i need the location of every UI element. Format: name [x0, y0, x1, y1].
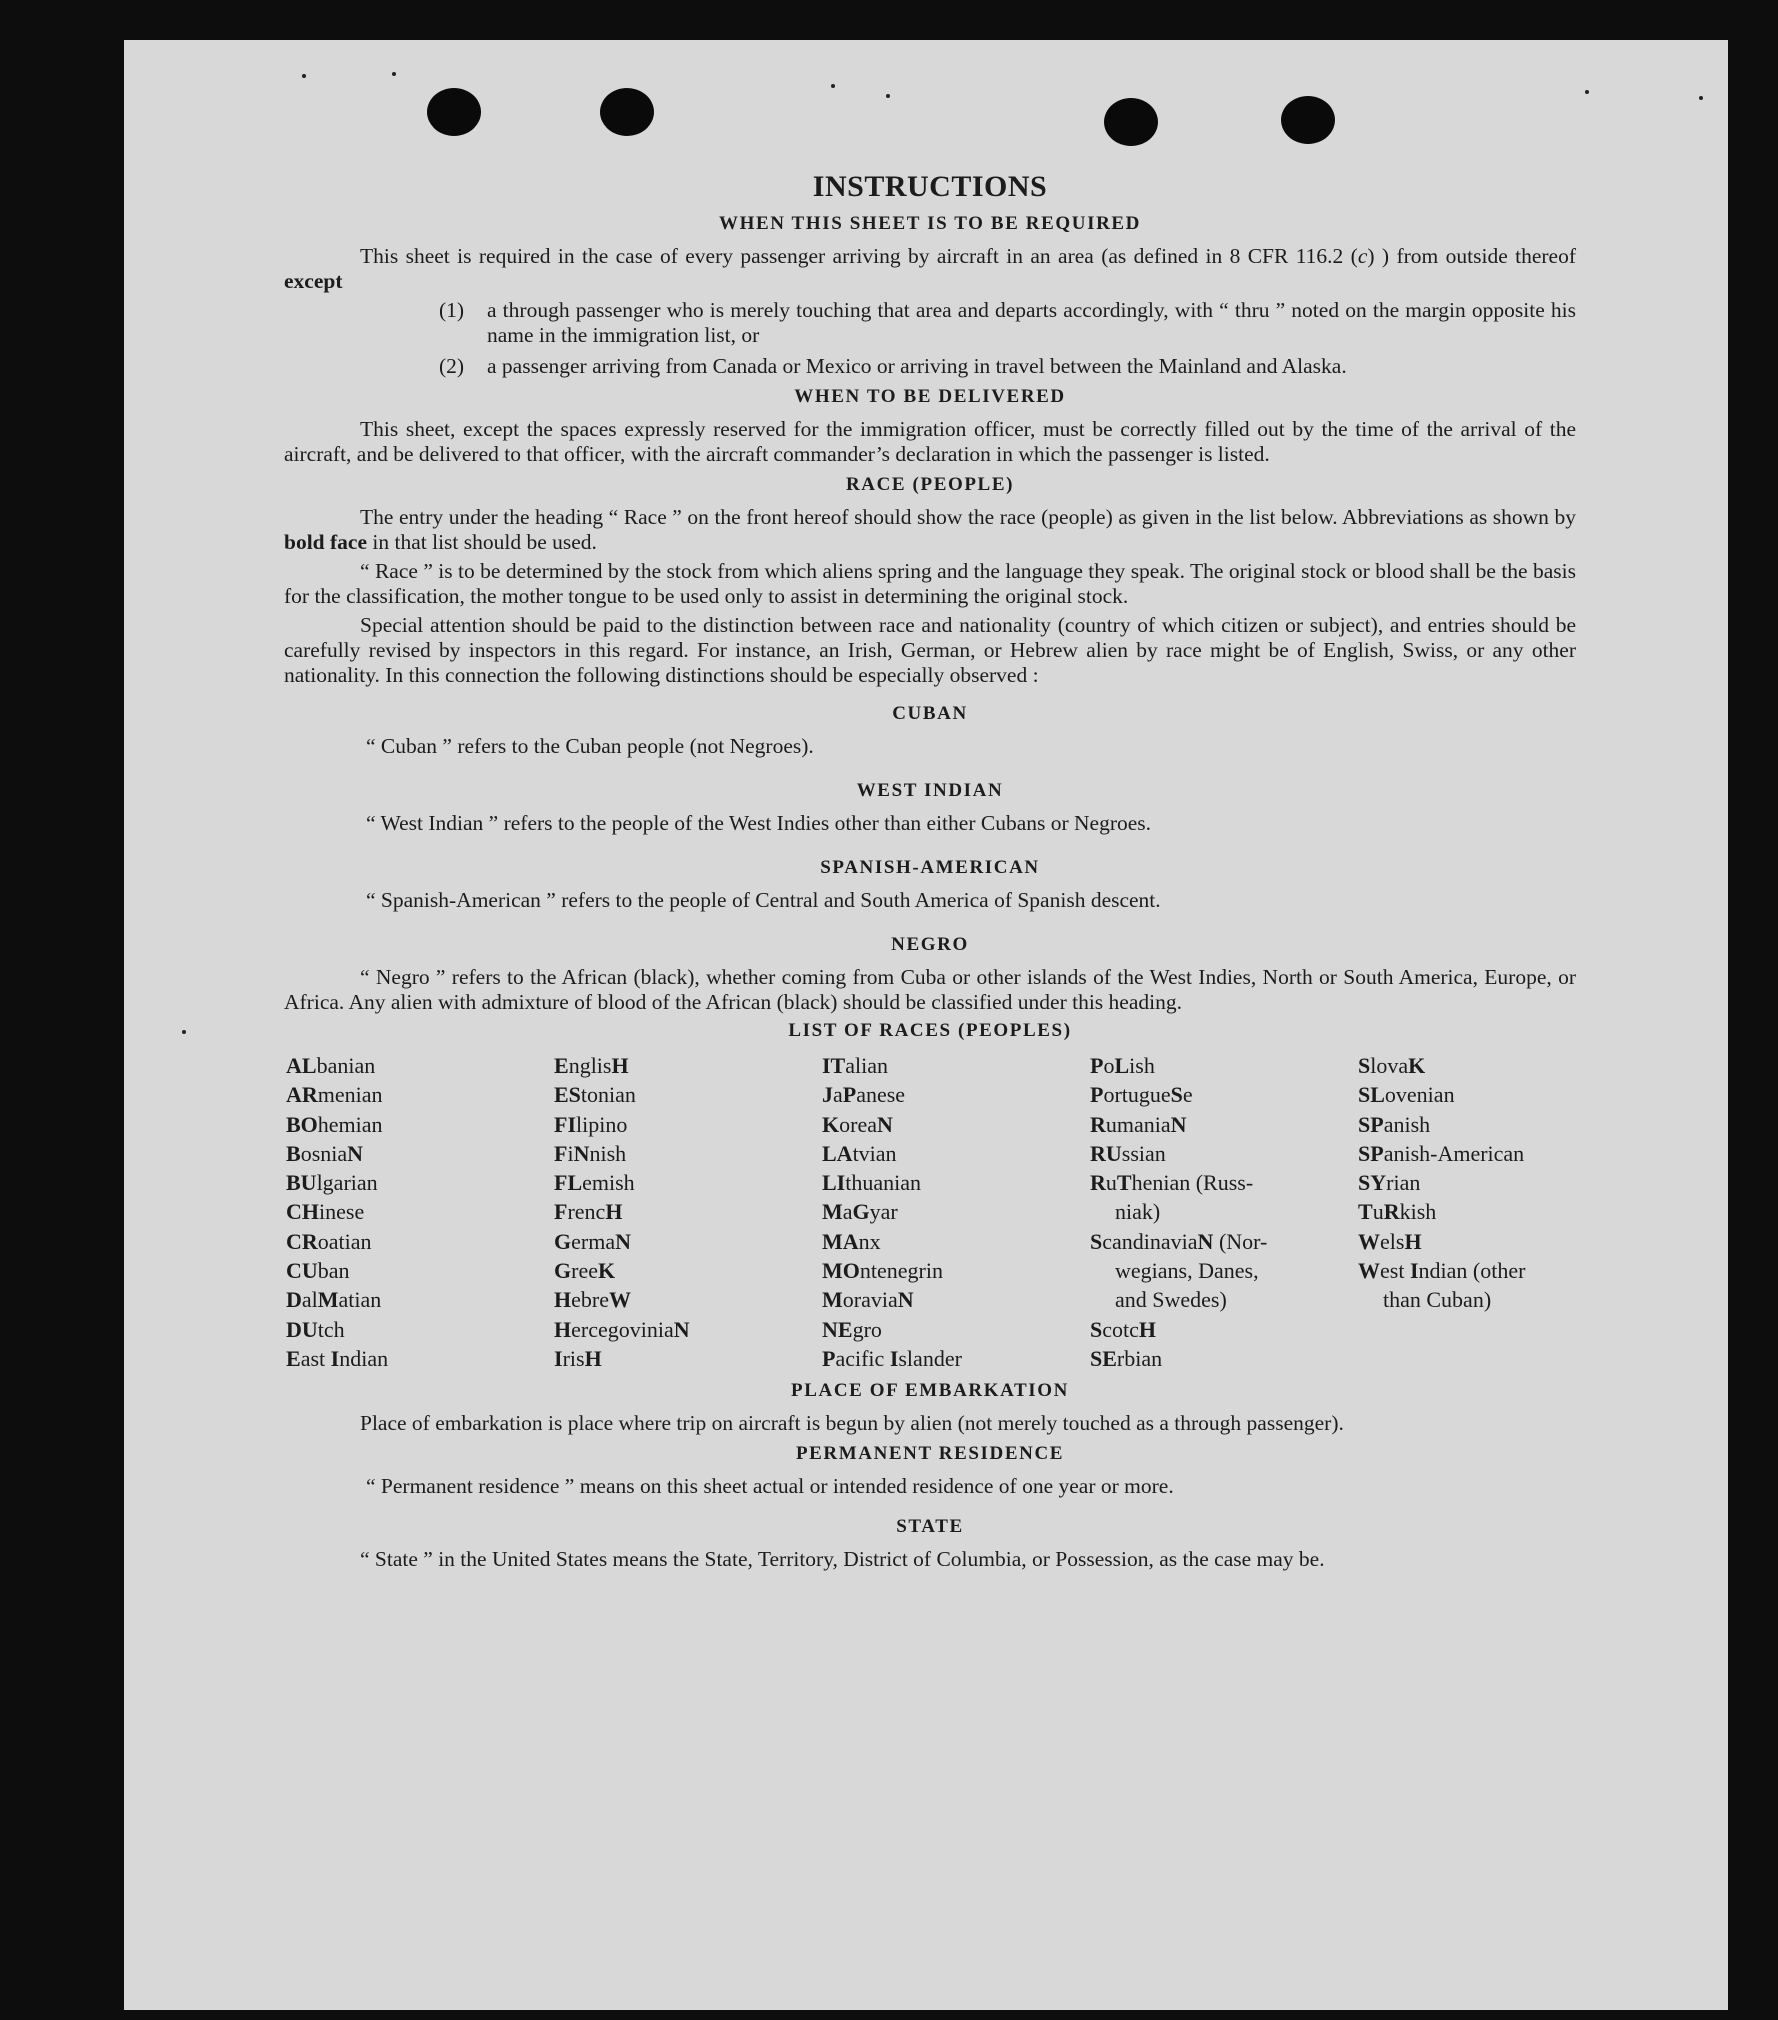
race-abbrev-part: FI	[554, 1111, 576, 1137]
race-abbrev-part: F	[554, 1199, 568, 1225]
race-abbrev-part: N	[1170, 1111, 1187, 1137]
race-entry	[1358, 1139, 1626, 1168]
race-entry	[822, 1139, 1090, 1168]
race-entry	[1090, 1110, 1358, 1139]
races-column	[554, 1051, 822, 1373]
race-abbrev-part: N	[673, 1316, 690, 1342]
race-abbrev-part: NE	[822, 1316, 853, 1342]
race-abbrev-part: H	[584, 1345, 602, 1371]
races-column	[1358, 1051, 1626, 1373]
section-heading-when-required: WHEN THIS SHEET IS TO BE REQUIRED	[718, 213, 1142, 234]
race-name-part: ish	[1129, 1053, 1155, 1078]
race-name-part: ndian	[339, 1345, 389, 1371]
race-name-part: ris	[562, 1345, 585, 1371]
race-name-part: oatian	[317, 1228, 372, 1254]
race-abbrev-part: IT	[822, 1053, 846, 1078]
races-column	[1090, 1051, 1358, 1373]
section-heading-residence: PERMANENT RESIDENCE	[795, 1443, 1065, 1465]
race-abbrev-part: P	[1090, 1053, 1104, 1078]
races-column	[822, 1051, 1090, 1373]
race-paragraph-2: “ Race ” is to be determined by the stock from which aliens spring and the language they speak. The original stock or blood shall be the basis for the classification, the mother tongue to be used only to assist in determining the original stock.	[284, 559, 1576, 608]
race-entry	[822, 1256, 1090, 1285]
race-name-part: thuanian	[845, 1170, 922, 1196]
race-abbrev-part: FL	[554, 1170, 583, 1196]
section-heading-race: RACE (PEOPLE)	[845, 474, 1015, 495]
race-name-part: oravia	[842, 1287, 898, 1313]
section-heading-state: STATE	[896, 1516, 964, 1538]
race-abbrev-part: J	[822, 1082, 833, 1108]
race-name-part: and Swedes)	[1115, 1287, 1227, 1313]
race-entry	[1358, 1227, 1626, 1256]
race-abbrev-part: CR	[286, 1228, 318, 1254]
race-abbrev-part: BU	[286, 1170, 317, 1196]
race-entry	[1358, 1285, 1626, 1314]
item-number: (2)	[439, 354, 465, 378]
race-entry	[1358, 1197, 1626, 1226]
race-entry	[1090, 1080, 1358, 1109]
race-name-part: ebre	[571, 1287, 609, 1313]
race-abbrev-part: T	[1116, 1170, 1132, 1196]
race-entry	[554, 1344, 822, 1373]
race-name-part: osnia	[300, 1140, 348, 1166]
race-abbrev-part: B	[286, 1140, 301, 1166]
race-abbrev-part: DU	[286, 1316, 318, 1342]
race-name-part: lgarian	[316, 1170, 378, 1196]
race-entry	[286, 1110, 554, 1139]
race-name-part: i	[567, 1140, 574, 1166]
race-abbrev-part: F	[554, 1140, 568, 1166]
race-name-part: umania	[1105, 1111, 1171, 1137]
race-name-part: orea	[839, 1111, 877, 1137]
race-name-part: ast	[300, 1345, 331, 1371]
race-entry	[1090, 1256, 1358, 1285]
race-entry	[286, 1256, 554, 1285]
race-abbrev-part: CU	[286, 1258, 318, 1284]
race-name-part: e	[1182, 1082, 1193, 1108]
race-abbrev-part: SP	[1358, 1140, 1384, 1166]
races-list	[286, 1051, 1576, 1373]
race-entry	[286, 1285, 554, 1314]
race-name-part: a	[833, 1082, 843, 1108]
race-abbrev-part: P	[1090, 1082, 1104, 1108]
race-entry	[1090, 1197, 1358, 1226]
race-abbrev-part: N	[897, 1287, 914, 1313]
race-abbrev-part: H	[554, 1316, 572, 1342]
list-of-races-heading: LIST OF RACES (PEOPLES)	[788, 1020, 1072, 1041]
race-entry	[822, 1168, 1090, 1197]
race-abbrev-part: BO	[286, 1111, 318, 1137]
race-entry	[286, 1197, 554, 1226]
race-name-part: ntenegrin	[859, 1258, 943, 1284]
race-name-part: tonian	[580, 1082, 636, 1108]
race-name-part: anish-American	[1383, 1140, 1525, 1166]
race-entry	[554, 1197, 822, 1226]
race-name-part: ercegovinia	[571, 1316, 674, 1342]
paper-speck	[182, 1030, 186, 1034]
race-entry	[822, 1110, 1090, 1139]
state-paragraph: “ State ” in the United States means the State, Territory, District of Columbia, or Possession, as the case may be.	[360, 1547, 1325, 1572]
races-column	[286, 1051, 554, 1373]
race-abbrev-part: K	[597, 1258, 616, 1284]
race-name-part: renc	[567, 1199, 606, 1225]
race-abbrev-part: H	[1138, 1316, 1157, 1342]
paper-speck	[1699, 96, 1703, 100]
race-entry	[554, 1285, 822, 1314]
race-abbrev-part: K	[1408, 1053, 1426, 1078]
race-name-part: a	[842, 1199, 853, 1225]
race-name-part: est	[1380, 1258, 1410, 1284]
section-heading-negro: NEGRO	[891, 934, 969, 955]
race-abbrev-part: I	[554, 1345, 563, 1371]
punch-hole	[1281, 96, 1335, 144]
race-abbrev-part: LA	[822, 1140, 853, 1166]
race-abbrev-part: L	[1114, 1053, 1130, 1078]
when-required-paragraph: This sheet is required in the case of every passenger arriving by aircraft in an area (as defined in 8 CFR 116.2 (c) ) from outside thereof except	[284, 244, 1576, 293]
paper-speck	[831, 84, 835, 88]
race-abbrev-part: MO	[822, 1258, 860, 1284]
race-name-part: ssian	[1121, 1140, 1166, 1166]
race-abbrev-part: M	[317, 1287, 339, 1313]
race-entry	[286, 1080, 554, 1109]
race-name-part: acific	[835, 1345, 890, 1371]
race-abbrev-part: S	[1358, 1053, 1371, 1078]
paper-speck	[886, 94, 890, 98]
race-entry	[286, 1227, 554, 1256]
race-entry	[1090, 1227, 1358, 1256]
race-entry	[554, 1168, 822, 1197]
race-entry	[554, 1227, 822, 1256]
race-entry	[822, 1197, 1090, 1226]
race-abbrev-part: H	[1404, 1228, 1422, 1254]
race-name-part: henian (Russ-	[1131, 1170, 1254, 1196]
race-abbrev-part: CH	[286, 1199, 319, 1225]
item-number: (1)	[439, 298, 465, 322]
race-name-part: anish	[1383, 1111, 1431, 1137]
race-abbrev-part: T	[1358, 1199, 1373, 1225]
race-name-part: (Nor-	[1213, 1228, 1268, 1254]
race-entry	[554, 1256, 822, 1285]
race-entry	[1090, 1139, 1358, 1168]
race-abbrev-part: W	[1358, 1258, 1380, 1284]
punch-hole	[600, 88, 654, 136]
race-entry	[822, 1344, 1090, 1373]
race-name-part: rbian	[1116, 1345, 1163, 1371]
race-entry	[286, 1315, 554, 1344]
race-entry	[822, 1080, 1090, 1109]
race-name-part: anese	[856, 1082, 906, 1108]
race-name-part: menian	[317, 1082, 383, 1108]
race-name-part: ortugue	[1103, 1082, 1171, 1108]
race-name-part: alian	[845, 1053, 889, 1078]
punch-hole	[1104, 98, 1158, 146]
race-name-part: gro	[852, 1316, 882, 1342]
race-abbrev-part: W	[608, 1287, 631, 1313]
race-entry	[286, 1168, 554, 1197]
race-abbrev-part: M	[822, 1287, 843, 1313]
document-sheet	[124, 40, 1728, 2010]
race-name-part: candinavia	[1102, 1228, 1198, 1254]
race-name-part: ovenian	[1384, 1082, 1455, 1108]
race-abbrev-part: ES	[554, 1082, 581, 1108]
race-name-part: ban	[317, 1258, 350, 1284]
race-entry	[1358, 1168, 1626, 1197]
race-name-part: lova	[1370, 1053, 1409, 1078]
race-name-part: rian	[1386, 1170, 1421, 1196]
exception-item-1	[439, 298, 1576, 348]
race-abbrev-part: H	[605, 1199, 623, 1225]
race-entry	[554, 1139, 822, 1168]
race-abbrev-part: SL	[1358, 1082, 1385, 1108]
race-entry	[286, 1344, 554, 1373]
race-abbrev-part: AR	[286, 1082, 318, 1108]
embarkation-paragraph: Place of embarkation is place where trip on aircraft is begun by alien (not merely touched as a through passenger).	[360, 1411, 1344, 1436]
race-name-part: ree	[571, 1258, 598, 1284]
race-entry	[554, 1110, 822, 1139]
section-heading-when-delivered: WHEN TO BE DELIVERED	[794, 386, 1066, 407]
when-delivered-paragraph: This sheet, except the spaces expressly reserved for the immigration officer, must be correctly filled out by the time of the arrival of the aircraft, and be delivered to that officer, with the aircraft commander’s declaration in which the passenger is listed.	[284, 417, 1576, 466]
race-abbrev-part: S	[1170, 1082, 1183, 1108]
section-heading-embarkation: PLACE OF EMBARKATION	[791, 1380, 1069, 1402]
race-abbrev-part: R	[1383, 1199, 1400, 1225]
race-name-part: than Cuban)	[1383, 1287, 1492, 1313]
race-abbrev-part: I	[330, 1345, 340, 1371]
race-abbrev-part: P	[842, 1082, 857, 1108]
race-abbrev-part: R	[1090, 1170, 1106, 1196]
race-name-part: els	[1380, 1228, 1405, 1254]
race-name-part: u	[1105, 1170, 1117, 1196]
exception-item-2	[439, 354, 1576, 379]
race-abbrev-part: I	[889, 1345, 899, 1371]
race-name-part: nx	[858, 1228, 881, 1254]
race-abbrev-part: AL	[286, 1053, 317, 1078]
race-name-part: wegians, Danes,	[1115, 1258, 1259, 1284]
race-entry	[554, 1315, 822, 1344]
race-entry	[1358, 1080, 1626, 1109]
paper-speck	[302, 74, 306, 78]
race-entry	[822, 1315, 1090, 1344]
race-name-part: hemian	[317, 1111, 383, 1137]
race-abbrev-part: N	[1197, 1228, 1214, 1254]
page-title: INSTRUCTIONS	[812, 170, 1048, 203]
race-entry	[286, 1051, 554, 1080]
race-abbrev-part: LI	[822, 1170, 846, 1196]
race-abbrev-part: G	[554, 1228, 572, 1254]
race-entry	[1090, 1051, 1358, 1080]
race-entry	[822, 1051, 1090, 1080]
race-abbrev-part: N	[876, 1111, 893, 1137]
race-entry	[1090, 1315, 1358, 1344]
race-entry	[1090, 1285, 1358, 1314]
race-abbrev-part: N	[573, 1140, 590, 1166]
race-entry	[1090, 1344, 1358, 1373]
race-name-part: nglis	[568, 1053, 612, 1078]
race-name-part: cotc	[1102, 1316, 1139, 1342]
cuban-paragraph: “ Cuban ” refers to the Cuban people (not Negroes).	[366, 734, 814, 758]
spanish-american-paragraph: “ Spanish-American ” refers to the people of Central and South America of Spanish descent.	[366, 888, 1161, 912]
paper-speck	[1585, 90, 1589, 94]
race-entry	[1358, 1051, 1626, 1080]
race-name-part: tch	[317, 1316, 345, 1342]
race-entry	[1358, 1256, 1626, 1285]
race-abbrev-part: G	[554, 1258, 572, 1284]
race-name-part: niak)	[1115, 1199, 1161, 1225]
west-indian-paragraph: “ West Indian ” refers to the people of the West Indies other than either Cubans or Negroes.	[366, 811, 1152, 835]
race-entry	[286, 1139, 554, 1168]
residence-paragraph: “ Permanent residence ” means on this sheet actual or intended residence of one year or more.	[366, 1474, 1174, 1499]
race-name-part: slander	[898, 1345, 962, 1371]
race-paragraph-3: Special attention should be paid to the distinction between race and nationality (country of which citizen or subject), and entries should be carefully revised by inspectors in this regard. For instance, an Irish, German, or Hebrew alien by race might be of English, Swiss, or any other nationality. In this connection the following distinctions should be especially observed :	[284, 613, 1576, 687]
race-name-part: ndian (other	[1418, 1258, 1526, 1284]
race-abbrev-part: W	[1358, 1228, 1380, 1254]
item-text: a passenger arriving from Canada or Mexico or arriving in travel between the Mainland and Alaska.	[487, 354, 1347, 378]
race-abbrev-part: SY	[1358, 1170, 1387, 1196]
race-name-part: kish	[1399, 1199, 1437, 1225]
race-name-part: nish	[589, 1140, 627, 1166]
paper-speck	[392, 72, 396, 76]
race-abbrev-part: S	[1090, 1228, 1103, 1254]
race-name-part: erma	[571, 1228, 616, 1254]
race-abbrev-part: G	[852, 1199, 870, 1225]
race-entry	[822, 1227, 1090, 1256]
item-text: a through passenger who is merely touching that area and departs accordingly, with “ thru ” noted on the margin opposite his name in the immigration list, or	[487, 298, 1576, 347]
race-name-part: inese	[319, 1199, 365, 1225]
race-name-part: lipino	[576, 1111, 628, 1137]
race-name-part: al	[301, 1287, 318, 1313]
race-abbrev-part: N	[615, 1228, 631, 1254]
race-abbrev-part: H	[554, 1287, 572, 1313]
race-abbrev-part: SE	[1090, 1345, 1117, 1371]
punch-hole	[427, 88, 481, 136]
race-abbrev-part: MA	[822, 1228, 859, 1254]
race-abbrev-part: D	[286, 1287, 302, 1313]
race-abbrev-part: M	[822, 1199, 843, 1225]
race-abbrev-part: E	[554, 1053, 569, 1078]
race-abbrev-part: S	[1090, 1316, 1103, 1342]
race-paragraph-1: The entry under the heading “ Race ” on the front hereof should show the race (people) as given in the list below. Abbreviations as shown by bold face in that list should be used.	[284, 505, 1576, 554]
race-abbrev-part: E	[286, 1345, 301, 1371]
race-abbrev-part: P	[822, 1345, 836, 1371]
negro-paragraph: “ Negro ” refers to the African (black), whether coming from Cuba or other islands of the West Indies, North or South America, Europe, or Africa. Any alien with admixture of blood of the African (black) should be classified under this heading.	[284, 965, 1576, 1014]
section-heading-cuban: CUBAN	[892, 703, 968, 724]
section-heading-spanish-american: SPANISH-AMERICAN	[820, 857, 1040, 878]
race-name-part: tvian	[852, 1140, 897, 1166]
race-name-part: banian	[316, 1053, 376, 1078]
race-name-part: o	[1103, 1053, 1115, 1078]
race-name-part: emish	[582, 1170, 635, 1196]
race-name-part: yar	[869, 1199, 898, 1225]
race-entry	[822, 1285, 1090, 1314]
race-abbrev-part: N	[347, 1140, 364, 1166]
instructions-content	[284, 170, 1576, 1576]
race-abbrev-part: H	[611, 1053, 629, 1078]
section-heading-west-indian: WEST INDIAN	[856, 780, 1004, 801]
race-entry	[554, 1080, 822, 1109]
race-abbrev-part: R	[1090, 1111, 1106, 1137]
race-abbrev-part: RU	[1090, 1140, 1122, 1166]
race-abbrev-part: I	[1409, 1258, 1419, 1284]
race-entry	[1090, 1168, 1358, 1197]
race-abbrev-part: SP	[1358, 1111, 1384, 1137]
race-entry	[554, 1051, 822, 1080]
race-name-part: u	[1372, 1199, 1384, 1225]
race-entry	[1358, 1110, 1626, 1139]
race-name-part: atian	[338, 1287, 382, 1313]
race-abbrev-part: K	[822, 1111, 840, 1137]
